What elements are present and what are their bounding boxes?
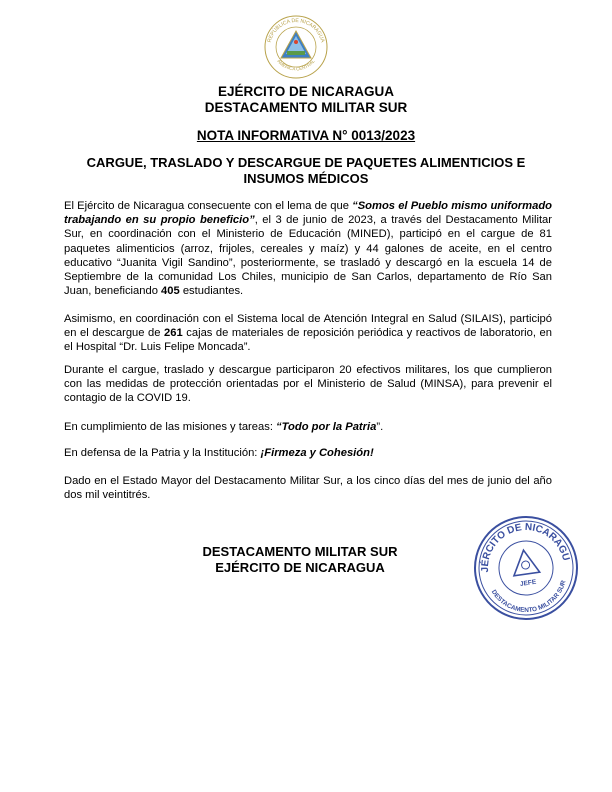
- stamp-center-label: JEFE: [519, 578, 537, 588]
- nicaragua-seal-icon: [260, 14, 332, 80]
- seal-ring-bottom-text: AMÉRICA CENTRAL: [276, 58, 316, 72]
- p1-text-a: El Ejército de Nicaragua consecuente con el lema de que: [64, 200, 353, 212]
- p4-text-c: ”.: [376, 421, 384, 433]
- svg-text:AMÉRICA CENTRAL: [276, 58, 316, 71]
- org-title: EJÉRCITO DE NICARAGUA: [217, 84, 395, 99]
- official-stamp-icon: [472, 514, 580, 622]
- p1-motto: “Somos el Pueblo mismo uniformado trabajando en su propio beneficio”: [64, 200, 552, 227]
- p2-boxes-count: 261: [164, 327, 183, 340]
- seal-ring-top-text: REPÚBLICA DE NICARAGUA: [266, 17, 326, 44]
- signature-unit: DESTACAMENTO MILITAR SUR: [202, 544, 398, 559]
- note-number-title: NOTA INFORMATIVA N° 0013/2023: [196, 128, 416, 143]
- p4-text-a: En cumplimiento de las misiones y tareas:: [64, 421, 277, 433]
- paragraph-4: [64, 420, 552, 434]
- subtitle-line-2: INSUMOS MÉDICOS: [243, 171, 369, 186]
- paragraph-3: Durante el cargue, traslado y descargue participaron 20 efectivos militares, los que cumplieron con las medidas de protección orientadas por el Ministerio de Salud (MINSA), para prevenir el contagio de la COVID 19.: [64, 364, 552, 405]
- p5-motto: ¡Firmeza y Cohesión!: [260, 447, 374, 459]
- stamp-ring-bottom-text: DESTACAMENTO MILITAR SUR: [489, 579, 568, 614]
- paragraph-5: [64, 446, 552, 460]
- p1-students-count: 405: [161, 285, 180, 298]
- document-subtitle: [60, 155, 552, 187]
- p2-text-c: cajas de materiales de reposición periódica y reactivos de laboratorio, en el Hospital “Dr. Luis Felipe Moncada”.: [64, 327, 552, 354]
- p5-text-a: En defensa de la Patria y la Institución:: [64, 447, 261, 459]
- subtitle-line-1: CARGUE, TRASLADO Y DESCARGUE DE PAQUETES ALIMENTICIOS E: [86, 155, 526, 170]
- p4-motto: “Todo por la Patria: [276, 421, 377, 433]
- signature-org: EJÉRCITO DE NICARAGUA: [215, 560, 385, 575]
- paragraph-1: [64, 199, 552, 298]
- stamp-ring-top-text: EJÉRCITO DE NICARAGUA: [479, 521, 572, 573]
- unit-title: DESTACAMENTO MILITAR SUR: [204, 100, 408, 115]
- paragraph-6: Dado en el Estado Mayor del Destacamento Militar Sur, a los cinco días del mes de junio del año dos mil veintitrés.: [64, 475, 552, 502]
- p2-text-a: Asimismo, en coordinación con el Sistema local de Atención Integral en Salud (SILAIS), participó en el descargue de: [64, 313, 552, 340]
- paragraph-2: [64, 312, 552, 355]
- p1-text-e: estudiantes.: [179, 285, 244, 298]
- p1-text-c: , el 3 de junio de 2023, a través del Destacamento Militar Sur, en coordinación con el Ministerio de Educación (MINED), participó en el cargue de 81 paquetes alimenticios (arroz, frijoles, cereales y maíz) y 44 galones de aceite, en el centro educativo “Juanita Vigil Sandino”, posteriormente, se trasladó y descargó en la escuela 14 de Septiembre de la comunidad Los Chiles, municipio de San Carlos, departamento de Río San Juan, beneficiando: [64, 214, 552, 298]
